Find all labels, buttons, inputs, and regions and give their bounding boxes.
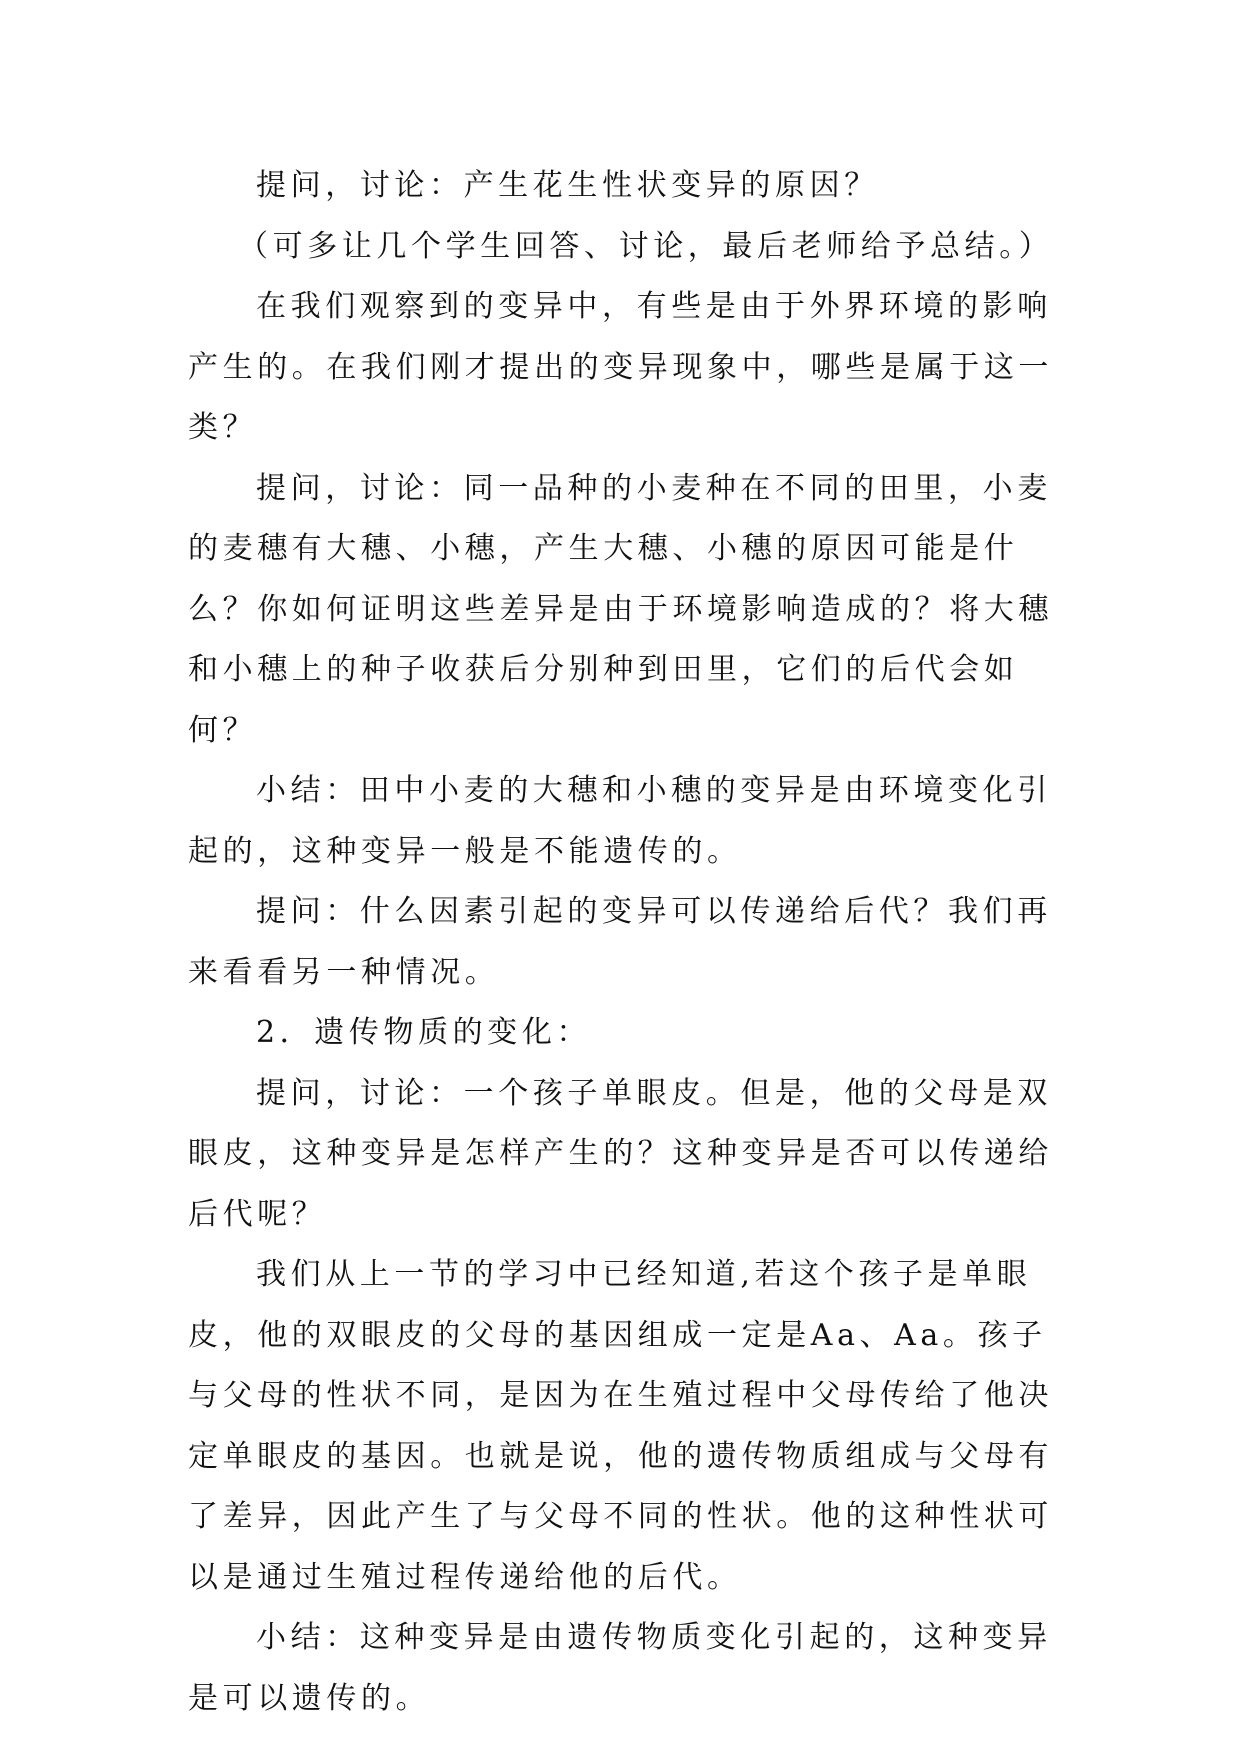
paragraph-teacher-note: （可多让几个学生回答、讨论，最后老师给予总结。） — [238, 228, 1054, 264]
paragraph-summary-environment: 小结：田中小麦的大穗和小穗的变异是由环境变化引起的，这种变异一般是不能遗传的。 — [188, 773, 1052, 869]
section-heading-genetic-change: 2．遗传物质的变化： — [256, 1015, 592, 1050]
paragraph-question-heritable: 提问：什么因素引起的变异可以传递给后代？我们再来看看另一种情况。 — [188, 894, 1052, 990]
paragraph-question-peanut: 提问，讨论：产生花生性状变异的原因？ — [256, 168, 879, 203]
paragraph-summary-genetic: 小结：这种变异是由遗传物质变化引起的，这种变异是可以遗传的。 — [188, 1620, 1052, 1716]
paragraph-question-wheat: 提问，讨论：同一品种的小麦种在不同的田里，小麦的麦穗有大穗、小穗，产生大穗、小穗的原因可能是什么？你如何证明这些差异是由于环境影响造成的？将大穗和小穗上的种子收获后分别种到田里，它们的后代会如何？ — [188, 470, 1053, 748]
paragraph-question-eyelid: 提问，讨论：一个孩子单眼皮。但是，他的父母是双眼皮，这种变异是怎样产生的？这种变异是否可以传递给后代呢？ — [188, 1075, 1053, 1232]
document-body — [188, 156, 1058, 1729]
paragraph-explanation-eyelid: 我们从上一节的学习中已经知道,若这个孩子是单眼皮，他的双眼皮的父母的基因组成一定是Aa、Aa。孩子与父母的性状不同，是因为在生殖过程中父母传给了他决定单眼皮的基因。也就是说，他的遗传物质组成与父母有了差异，因此产生了与父母不同的性状。他的这种性状可以是通过生殖过程传递给他的后代。 — [188, 1257, 1053, 1595]
paragraph-environment-variation: 在我们观察到的变异中，有些是由于外界环境的影响产生的。在我们刚才提出的变异现象中，哪些是属于这一类？ — [188, 289, 1053, 445]
